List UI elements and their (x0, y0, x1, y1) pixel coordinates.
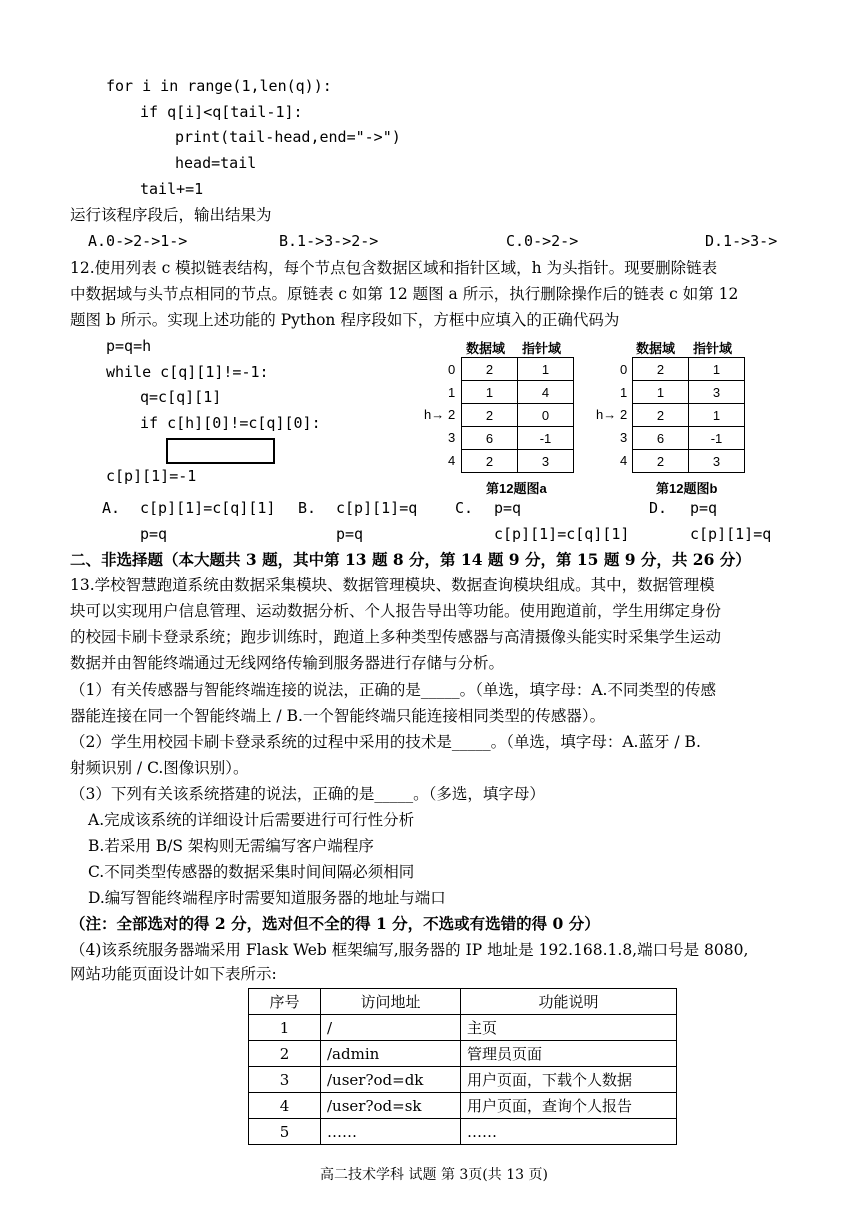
code-line: tail+=1 (140, 180, 204, 198)
code-line: head=tail (175, 154, 257, 172)
col-header-data-a: 数据域 (466, 341, 506, 356)
table-row (249, 1015, 677, 1041)
q13-intro-line: 13.学校智慧跑道系统由数据采集模块、数据管理模块、数据查询模块组成。其中，数据管理模 (70, 576, 715, 594)
cell: 1 (689, 404, 745, 427)
table-cell: 主页 (461, 1015, 677, 1041)
figure-caption-b: 第12题图b (656, 481, 718, 496)
index-label: 0 (448, 362, 456, 377)
q12-option-line: p=q (690, 499, 718, 517)
index-label: 3 (620, 430, 628, 445)
table-cell: 2 (249, 1041, 321, 1067)
index-label: 4 (448, 453, 456, 468)
table-cell: /admin (321, 1041, 461, 1067)
cell: 2 (633, 450, 689, 473)
q12-code-line: p=q=h (106, 337, 152, 355)
table-cell: 用户页面，下载个人数据 (461, 1067, 677, 1093)
q13-part4: 网站功能页面设计如下表所示: (70, 965, 277, 983)
cell: 1 (462, 381, 518, 404)
q13-intro-line: 块可以实现用户信息管理、运动数据分析、个人报告导出等功能。使用跑道前，学生用绑定身份 (70, 602, 722, 620)
q12-code-line: if c[h][0]!=c[q][0]: (140, 414, 321, 432)
table-cell: 1 (249, 1015, 321, 1041)
q12-option-line: c[p][1]=c[q][1] (140, 499, 276, 517)
col-header-ptr-b: 指针域 (693, 341, 733, 356)
q11-result-line: 运行该程序段后，输出结果为 (70, 206, 272, 224)
q12-option-letter: A. (102, 499, 121, 517)
answer-blank-box (166, 438, 275, 464)
cell: 1 (633, 381, 689, 404)
cell: 0 (518, 404, 574, 427)
q12-option-letter: D. (649, 499, 668, 517)
index-label: 1 (448, 385, 456, 400)
q13-part3-option: A.完成该系统的详细设计后需要进行可行性分析 (88, 811, 415, 829)
q13-part3-option: B.若采用 B/S 架构则无需编写客户端程序 (88, 837, 374, 855)
code-line: if q[i]<q[tail-1]: (140, 103, 303, 121)
head-pointer-label: h→ (424, 407, 445, 422)
q12-line: 题图 b 所示。实现上述功能的 Python 程序段如下，方框中应填入的正确代码为 (70, 311, 620, 329)
q13-part3: （3）下列有关该系统搭建的说法，正确的是_____。（多选，填字母） (70, 785, 545, 803)
index-label: 1 (620, 385, 628, 400)
q11-option-d: D.1->3-> (705, 232, 778, 250)
table-cell: /user?od=dk (321, 1067, 461, 1093)
code-line: for i in range(1,len(q)): (106, 77, 332, 95)
index-label: 0 (620, 362, 628, 377)
table-cell: 3 (249, 1067, 321, 1093)
table-cell: 4 (249, 1093, 321, 1119)
table-cell: / (321, 1015, 461, 1041)
q13-part2: （2）学生用校园卡刷卡登录系统的过程中采用的技术是_____。（单选，填字母：A.蓝牙 / B. (70, 733, 701, 751)
page-footer: 高二技术学科 试题 第 3页(共 13 页) (320, 1167, 548, 1183)
q12-option-line: c[p][1]=c[q][1] (494, 525, 630, 543)
q12-option-line: p=q (494, 499, 522, 517)
q11-option-a: A.0->2->1-> (88, 232, 188, 250)
scoring-note: （注：全部选对的得 2 分，选对但不全的得 1 分，不选或有选错的得 0 分） (70, 914, 600, 933)
table-cell: …… (321, 1119, 461, 1145)
q13-intro-line: 的校园卡刷卡登录系统；跑步训练时，跑道上多种类型传感器与高清摄像头能实时采集学生运动 (70, 628, 722, 646)
table-row (249, 1119, 677, 1145)
table-cell: 管理员页面 (461, 1041, 677, 1067)
q13-part2: 射频识别 / C.图像识别）。 (70, 759, 249, 777)
index-label: 2 (448, 407, 456, 422)
q13-part4: （4)该系统服务器端采用 Flask Web 框架编写,服务器的 IP 地址是 192.168.1.8,端口号是 8080, (70, 941, 749, 959)
q13-part3-option: D.编写智能终端程序时需要知道服务器的地址与端口 (88, 889, 446, 907)
table-cell: /user?od=sk (321, 1093, 461, 1119)
index-label: 3 (448, 430, 456, 445)
cell: 1 (689, 358, 745, 381)
index-label: 2 (620, 407, 628, 422)
cell: 2 (633, 404, 689, 427)
q11-option-b: B.1->3->2-> (279, 232, 379, 250)
cell: 4 (518, 381, 574, 404)
table-cell: 用户页面，查询个人报告 (461, 1093, 677, 1119)
q13-intro-line: 数据并由智能终端通过无线网络传输到服务器进行存储与分析。 (70, 654, 505, 672)
q12-option-letter: B. (298, 499, 317, 517)
code-line: print(tail-head,end="->") (175, 128, 401, 146)
col-header-data-b: 数据域 (636, 341, 676, 356)
figure-caption-a: 第12题图a (486, 481, 547, 496)
table-row (249, 1041, 677, 1067)
q12-option-line: c[p][1]=q (690, 525, 772, 543)
table-cell: …… (461, 1119, 677, 1145)
q12-option-line: c[p][1]=q (336, 499, 418, 517)
cell: 2 (462, 404, 518, 427)
cell: 3 (518, 450, 574, 473)
cell: -1 (689, 427, 745, 450)
cell: 3 (689, 381, 745, 404)
q13-part1: （1）有关传感器与智能终端连接的说法，正确的是_____。（单选，填字母：A.不同类型的传感 (70, 681, 716, 699)
table-header: 功能说明 (461, 989, 677, 1015)
q13-part3-option: C.不同类型传感器的数据采集时间间隔必须相同 (88, 863, 415, 881)
q12-code-line: while c[q][1]!=-1: (106, 363, 269, 381)
linked-list-table-b (632, 357, 745, 473)
q12-line: 中数据域与头节点相同的节点。原链表 c 如第 12 题图 a 所示，执行删除操作后的链表 c 如第 12 (70, 285, 739, 303)
linked-list-table-a (461, 357, 574, 473)
q12-line: 12.使用列表 c 模拟链表结构，每个节点包含数据区域和指针区域，h 为头指针。现要删除链表 (70, 259, 718, 277)
section-heading: 二、非选择题（本大题共 3 题，其中第 13 题 8 分，第 14 题 9 分，第 15 题 9 分，共 26 分） (70, 550, 751, 569)
cell: 2 (633, 358, 689, 381)
cell: 1 (518, 358, 574, 381)
cell: 6 (462, 427, 518, 450)
table-header: 序号 (249, 989, 321, 1015)
table-header: 访问地址 (321, 989, 461, 1015)
cell: 2 (462, 450, 518, 473)
q11-option-c: C.0->2-> (506, 232, 579, 250)
q12-option-letter: C. (455, 499, 474, 517)
cell: -1 (518, 427, 574, 450)
q13-part1: 器能连接在同一个智能终端上 / B.一个智能终端只能连接相同类型的传感器）。 (70, 707, 606, 725)
table-row (249, 1067, 677, 1093)
table-row (249, 1093, 677, 1119)
cell: 6 (633, 427, 689, 450)
q12-option-line: p=q (140, 525, 168, 543)
index-label: 4 (620, 453, 628, 468)
table-cell: 5 (249, 1119, 321, 1145)
q12-option-line: p=q (336, 525, 364, 543)
col-header-ptr-a: 指针域 (522, 341, 562, 356)
cell: 2 (462, 358, 518, 381)
website-page-table (248, 988, 677, 1145)
head-pointer-label: h→ (596, 407, 617, 422)
q12-code-line: c[p][1]=-1 (106, 467, 197, 485)
q12-code-line: q=c[q][1] (140, 388, 222, 406)
cell: 3 (689, 450, 745, 473)
